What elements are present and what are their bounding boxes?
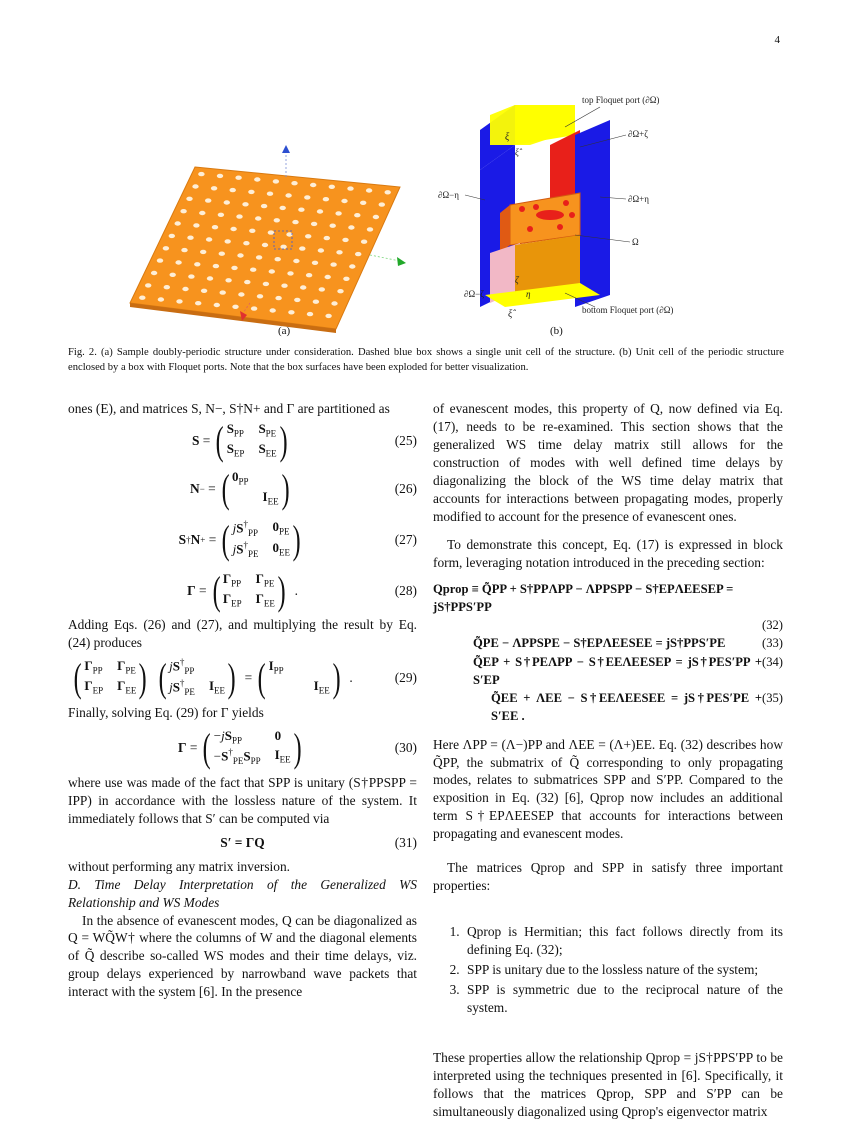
plate-hole xyxy=(201,289,207,293)
plate-hole xyxy=(313,300,319,304)
properties-list xyxy=(433,923,783,1017)
equation-27-number: (27) xyxy=(394,531,417,547)
plate-hole xyxy=(211,186,217,190)
plate-hole xyxy=(292,220,298,224)
plate-hole xyxy=(205,198,211,202)
plate-hole xyxy=(331,301,337,305)
equation-29: ( $\Gamma_{PP}$ $\Gamma_{PE}$ $\Gamma_{EP}$ $\Gamma_{EE}$ ) ( $jS^\dagger_{PP}$ $jS^\dagger_{PE}$ $I_{EE}$ ) = ( $I_{PP}$ $I_{EE}$ ) . (29) xyxy=(73,654,417,700)
plate-hole xyxy=(175,260,181,264)
plate-hole xyxy=(317,209,323,213)
plate-hole xyxy=(186,197,192,201)
equation-32-body: Qprop ≡ Q̃PP + S†PPΛPP − ΛPPSPP − S†EPΛEESEP = jS†PPS′PP xyxy=(433,581,734,614)
y-axis xyxy=(370,255,400,261)
plate-hole xyxy=(337,289,343,293)
plate-hole xyxy=(193,223,199,227)
plate-hole xyxy=(218,213,224,217)
equation-35 xyxy=(433,689,783,726)
equation-33 xyxy=(433,634,783,652)
plate-hole xyxy=(207,276,213,280)
plate-hole xyxy=(187,236,193,240)
top-port-label: top Floquet port (∂Ω) xyxy=(582,95,660,105)
z-axis-arrow xyxy=(282,145,290,153)
equation-26-number: (26) xyxy=(394,480,417,496)
plate-hole xyxy=(255,216,261,220)
equation-30-number: (30) xyxy=(394,739,417,755)
plate-hole xyxy=(212,225,218,229)
left-paragraph-6: In the absence of evanescent modes, Q can be diagonalized as Q = WQ̃W† where the columns of W and the diagonal elements of Q̃ describe so-called WS modes and their time delays, viz. group delays experienced by narrowband wave packets that interact with the system [6]. In the presence xyxy=(68,912,417,1000)
plate-hole xyxy=(305,234,311,238)
plate-hole xyxy=(219,252,225,256)
plate-hole xyxy=(237,253,243,257)
plate-hole xyxy=(291,181,297,185)
plate-hole xyxy=(220,290,226,294)
plate-hole xyxy=(347,186,353,190)
plate-hole xyxy=(285,193,291,197)
equation-block-32-35 xyxy=(433,580,783,726)
plate-hole xyxy=(373,215,379,219)
omega-label: Ω xyxy=(632,237,639,247)
plate-hole xyxy=(200,250,206,254)
plate-hole xyxy=(175,221,181,225)
equation-31-number: (31) xyxy=(394,834,417,850)
plate-hole xyxy=(180,209,186,213)
left-column xyxy=(68,400,417,1001)
plate-hole xyxy=(294,298,300,302)
plate-hole xyxy=(145,283,151,287)
plate-hole xyxy=(163,246,169,250)
xi-hat-label-top: ξ̂ xyxy=(515,147,519,157)
y-axis-arrow xyxy=(397,257,406,266)
omega-zeta-plus-label: ∂Ω+ζ xyxy=(628,129,648,139)
plate-hole xyxy=(312,261,318,265)
plate-hole xyxy=(188,274,194,278)
plate-hole xyxy=(257,294,263,298)
plate-hole xyxy=(263,282,269,286)
plate-hole xyxy=(275,296,281,300)
plate-hole xyxy=(231,266,237,270)
left-paragraph-4: where use was made of the fact that SPP is unitary (S†PPSPP = IPP) in accordance with the lossless nature of the system. It immediately follows that S′ can be computed via xyxy=(68,774,417,826)
plate-hole xyxy=(243,241,249,245)
plate-hole xyxy=(269,269,275,273)
plate-hole xyxy=(304,195,310,199)
plate-hole xyxy=(379,202,385,206)
plate-hole xyxy=(192,184,198,188)
plate-hole xyxy=(198,172,204,176)
plate-hole xyxy=(176,299,182,303)
plate-hole xyxy=(254,177,260,181)
equation-28-number: (28) xyxy=(394,582,417,598)
plate-hole xyxy=(355,252,361,256)
plate-hole xyxy=(169,234,175,238)
unit-cell-exploded xyxy=(480,105,610,307)
equation-34-body: Q̃EP + S†PEΛPP − S†EEΛEESEP = jS†PES′PP + S′EP xyxy=(473,654,763,687)
right-paragraph-2: To demonstrate this concept, Eq. (17) is expressed in block form, leveraging notation introduced in the preceding section: xyxy=(433,536,783,570)
plate-hole xyxy=(230,227,236,231)
plate-hole xyxy=(249,229,255,233)
plate-hole xyxy=(238,292,244,296)
plate-hole xyxy=(323,197,329,201)
equation-33-body: Q̃PE − ΛPPSPE − S†EPΛEESEE = jS†PPS′PE xyxy=(473,636,726,651)
left-paragraph-1: ones (E), and matrices S, N−, S†N+ and Γ are partitioned as xyxy=(68,401,390,416)
right-paragraph-5: These properties allow the relationship Qprop = jS†PPS′PP to be interpreted using the techniques presented in [6]. Specifically, it follows that the matrices Qprop, SPP and S′PP can be simultaneously diagonalized using Qprop's eigenvector matrix xyxy=(433,1049,783,1119)
plate-hole xyxy=(324,236,330,240)
left-paragraph-5: without performing any matrix inversion. xyxy=(68,858,291,874)
equation-35-body: Q̃EE + ΛEE − S†EEΛEESEE = jS†PES′PE + S′EE . xyxy=(491,691,763,724)
property-item-2: 2. SPP is unitary due to the lossless nature of the system; xyxy=(463,961,783,979)
plate-hole xyxy=(213,264,219,268)
plate-hole xyxy=(329,185,335,189)
plate-hole xyxy=(195,301,201,305)
plate-hole xyxy=(287,271,293,275)
plate-hole xyxy=(273,179,279,183)
equation-30: Γ = ( $-jS_{PP}$ 0 $-S^\dagger_{PE}S_{PP}$ $I_{EE}$ ) (30) xyxy=(178,724,417,770)
plate-hole xyxy=(342,238,348,242)
plate-hole xyxy=(307,312,313,316)
plate-hole xyxy=(268,230,274,234)
plate-hole xyxy=(262,243,268,247)
equation-35-number: (35) xyxy=(762,691,783,706)
equation-26: N − = ( $0_{PP}$ $I_{EE}$ ) (26) xyxy=(190,465,417,511)
zeta-label: ζ xyxy=(515,275,519,285)
bottom-port-label: bottom Floquet port (∂Ω) xyxy=(582,305,674,315)
plate-hole xyxy=(318,248,324,252)
plate-hole xyxy=(261,204,267,208)
plate-hole xyxy=(366,188,372,192)
plate-hole xyxy=(206,237,212,241)
plate-hole xyxy=(311,222,317,226)
right-paragraph-4: The matrices Qprop and SPP in satisfy three important properties: xyxy=(433,860,783,894)
plate-hole xyxy=(250,268,256,272)
plate-hole xyxy=(225,239,231,243)
equation-27: S † N + = ( $jS^\dagger_{PP}$ $0_{PE}$ $jS^\dagger_{PE}$ $0_{EE}$ ) (27) xyxy=(178,516,417,562)
figure-caption: Fig. 2. (a) Sample doubly-periodic structure under consideration. Dashed blue box shows a single unit cell of the structure. (b) Unit cell of the periodic structure enclosed by a box with Floquet ports. Note that the box surfaces have been exploded for better visualization. xyxy=(68,347,784,374)
plate-hole xyxy=(306,273,312,277)
plate-hole xyxy=(360,201,366,205)
plate-hole xyxy=(170,273,176,277)
subfigure-b-label: (b) xyxy=(550,325,563,337)
plate-hole xyxy=(361,240,367,244)
plate-hole xyxy=(293,259,299,263)
equation-33-number: (33) xyxy=(762,636,783,651)
plate-hole xyxy=(256,255,262,259)
left-paragraph-2: Adding Eqs. (26) and (27), and multiplying the result by Eq. (24) produces xyxy=(68,616,417,650)
xi-hat-label-bottom: ξ̂ xyxy=(508,309,513,320)
right-paragraph-3: Here ΛPP = (Λ−)PP and ΛEE = (Λ+)EE. Eq. (32) describes how Q̃PP, the submatrix of Q̃ corresponding to only propagating modes, relates to submatrices SPP and S′PP. Compared to the exposition in Eq. (32) [6], Qprop now includes an additional term S†EPΛEESEP that accounts for interactions between propagating and evanescent modes. xyxy=(433,736,783,842)
plate-hole xyxy=(217,174,223,178)
plate-hole xyxy=(232,305,238,309)
plate-hole xyxy=(280,245,286,249)
figure-2 xyxy=(60,85,790,340)
subfigure-a-label: (a) xyxy=(278,325,291,337)
plate-hole xyxy=(151,271,157,275)
plate-hole xyxy=(330,224,336,228)
equation-31-body: S′ = ΓQ xyxy=(220,834,265,850)
equation-29-number: (29) xyxy=(394,669,417,685)
right-paragraph-1: of evanescent modes, this property of Q, now defined via Eq. (17), needs to be re-examined. This section shows that the generalized WS time delay matrix still allows for the construction of modes with well defined time delays by diagonalizing the block of the WS time delay matrix that accounts for interactions between propagating modes, properly modified to account for the presence of evanescent ones. xyxy=(433,401,783,524)
eta-label: η xyxy=(526,289,531,299)
plate-hole xyxy=(325,275,331,279)
equation-28: Γ = ( $\Gamma_{PP}$ $\Gamma_{PE}$ $\Gamma_{EP}$ $\Gamma_{EE}$ ) . (28) xyxy=(187,567,417,613)
property-item-3: 3. SPP is symmetric due to the reciprocal nature of the system. xyxy=(463,981,783,1017)
plate-hole xyxy=(300,285,306,289)
plate-hole xyxy=(270,308,276,312)
plate-hole xyxy=(139,296,145,300)
plate-hole xyxy=(230,188,236,192)
plate-hole xyxy=(310,183,316,187)
plate-hole xyxy=(336,250,342,254)
equation-34 xyxy=(433,653,783,690)
equation-25-number: (25) xyxy=(394,432,417,448)
plate-hole xyxy=(251,306,257,310)
plate-hole xyxy=(248,190,254,194)
figure-drawing xyxy=(60,85,790,340)
plate-hole xyxy=(194,262,200,266)
plate-hole xyxy=(244,280,250,284)
equation-32-number: (32) xyxy=(762,618,783,633)
plate-hole xyxy=(299,246,305,250)
omega-eta-plus-label: ∂Ω+η xyxy=(628,194,649,204)
page-number: 4 xyxy=(774,34,780,46)
plate-hole xyxy=(330,262,336,266)
omega-zeta-minus-label: ∂Ω−ζ xyxy=(464,289,484,299)
plate-hole xyxy=(367,227,373,231)
equation-34-number: (34) xyxy=(762,654,783,669)
plate-hole xyxy=(157,258,163,262)
periodic-plate xyxy=(130,167,400,333)
plate-hole xyxy=(158,297,164,301)
plate-hole xyxy=(275,257,281,261)
plate-hole xyxy=(181,248,187,252)
plate-hole xyxy=(335,211,341,215)
equation-25: S = ( $S_{PP}$ $S_{PE}$ $S_{EP}$ $S_{EE}$ ) (25) xyxy=(192,417,417,463)
plate-hole xyxy=(224,200,230,204)
plate-hole xyxy=(298,208,304,212)
right-column xyxy=(433,400,783,1121)
plate-hole xyxy=(288,310,294,314)
plate-hole xyxy=(242,202,248,206)
plate-hole xyxy=(325,314,331,318)
plate-hole xyxy=(267,192,273,196)
plate-hole xyxy=(280,206,286,210)
plate-hole xyxy=(164,285,170,289)
equation-32 xyxy=(433,580,783,617)
plate-hole xyxy=(319,287,325,291)
plate-hole xyxy=(354,213,360,217)
plate-hole xyxy=(348,225,354,229)
plate-hole xyxy=(225,278,231,282)
plate-hole xyxy=(349,264,355,268)
plate-hole xyxy=(341,199,347,203)
plate-hole xyxy=(182,287,188,291)
plate-hole xyxy=(199,211,205,215)
property-item-1: 1. Qprop is Hermitian; this fact follows directly from its defining Eq. (32); xyxy=(463,923,783,959)
plate-hole xyxy=(274,218,280,222)
xi-label-top: ξ xyxy=(505,132,510,143)
plate-hole xyxy=(385,190,391,194)
plate-hole xyxy=(235,176,241,180)
plate-hole xyxy=(281,284,287,288)
omega-eta-minus-label: ∂Ω−η xyxy=(438,190,459,200)
section-heading-d: D. Time Delay Interpretation of the Generalized WS Relationship and WS Modes xyxy=(68,876,417,910)
plate-hole xyxy=(343,277,349,281)
equation-31 xyxy=(68,828,417,858)
plate-hole xyxy=(236,214,242,218)
plate-hole xyxy=(214,303,220,307)
left-paragraph-3: Finally, solving Eq. (29) for Γ yields xyxy=(68,704,264,720)
